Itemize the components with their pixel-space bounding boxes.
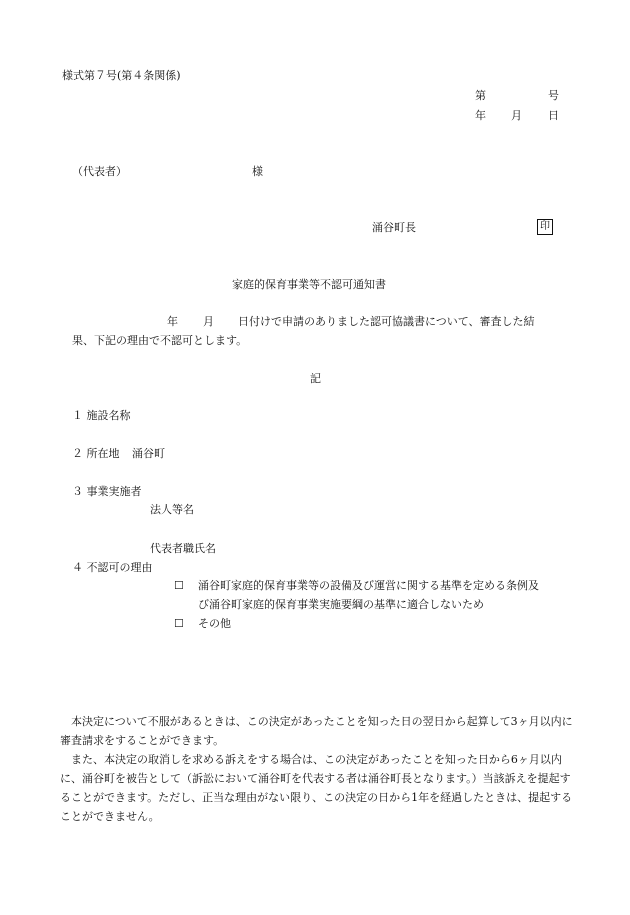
item-facility-name: １ 施設名称 [72, 409, 131, 422]
form-label: 様式第７号(第４条関係) [62, 69, 181, 82]
doc-number-suffix: 号 [548, 89, 559, 102]
item-reason-label: ４ 不認可の理由 [72, 561, 153, 574]
reason-checkbox-2[interactable]: ☐ [174, 617, 184, 630]
intro-line2: 果、下記の理由で不認可とします。 [72, 334, 248, 347]
date-year: 年 [475, 109, 486, 122]
date-day: 日 [548, 109, 559, 122]
recipient-representative: （代表者） [72, 165, 127, 178]
reason-checkbox-1[interactable]: ☐ [174, 579, 184, 592]
doc-number-prefix: 第 [475, 89, 486, 102]
issuer-name: 涌谷町長 [372, 221, 416, 234]
item-location-label: ２ 所在地 [72, 447, 120, 460]
ki-heading: 記 [310, 372, 321, 385]
intro-line1: 日付けで申請のありました認可協議書について、審査した結 [238, 315, 535, 328]
recipient-honorific: 様 [252, 165, 263, 178]
notice-paragraph-2: また、本決定の取消しを求める訴えをする場合は、この決定があったことを知った日から6ヶ月以内に、涌谷町を被告として（訴訟において涌谷町を代表する者は涌谷町長となります。）当該訴えを提起することができます。ただし、正当な理由がない限り、この決定の日から1年を経過したときは、提起することができません。 [60, 753, 573, 823]
reason-text-1-line1: 涌谷町家庭的保育事業等の設備及び運営に関する基準を定める条例及 [198, 579, 539, 592]
document-title: 家庭的保育事業等不認可通知書 [232, 278, 386, 291]
item-location-value: 涌谷町 [132, 447, 165, 460]
reason-text-1-line2: び涌谷町家庭的保育事業実施要綱の基準に適合しないため [198, 598, 484, 611]
item-operator: ３ 事業実施者 [72, 485, 142, 498]
intro-month: 月 [203, 315, 214, 328]
item-representative-name: 代表者職氏名 [150, 542, 216, 555]
intro-year: 年 [167, 315, 178, 328]
reason-text-2: その他 [198, 617, 231, 630]
seal-mark: 印 [537, 219, 553, 235]
date-month: 月 [511, 109, 522, 122]
notice-paragraph-1: 本決定について不服があるときは、この決定があったことを知った日の翌日から起算して3ヶ月以内に審査請求をすることができます。 [60, 715, 573, 747]
item-corporation-name: 法人等名 [150, 503, 194, 516]
